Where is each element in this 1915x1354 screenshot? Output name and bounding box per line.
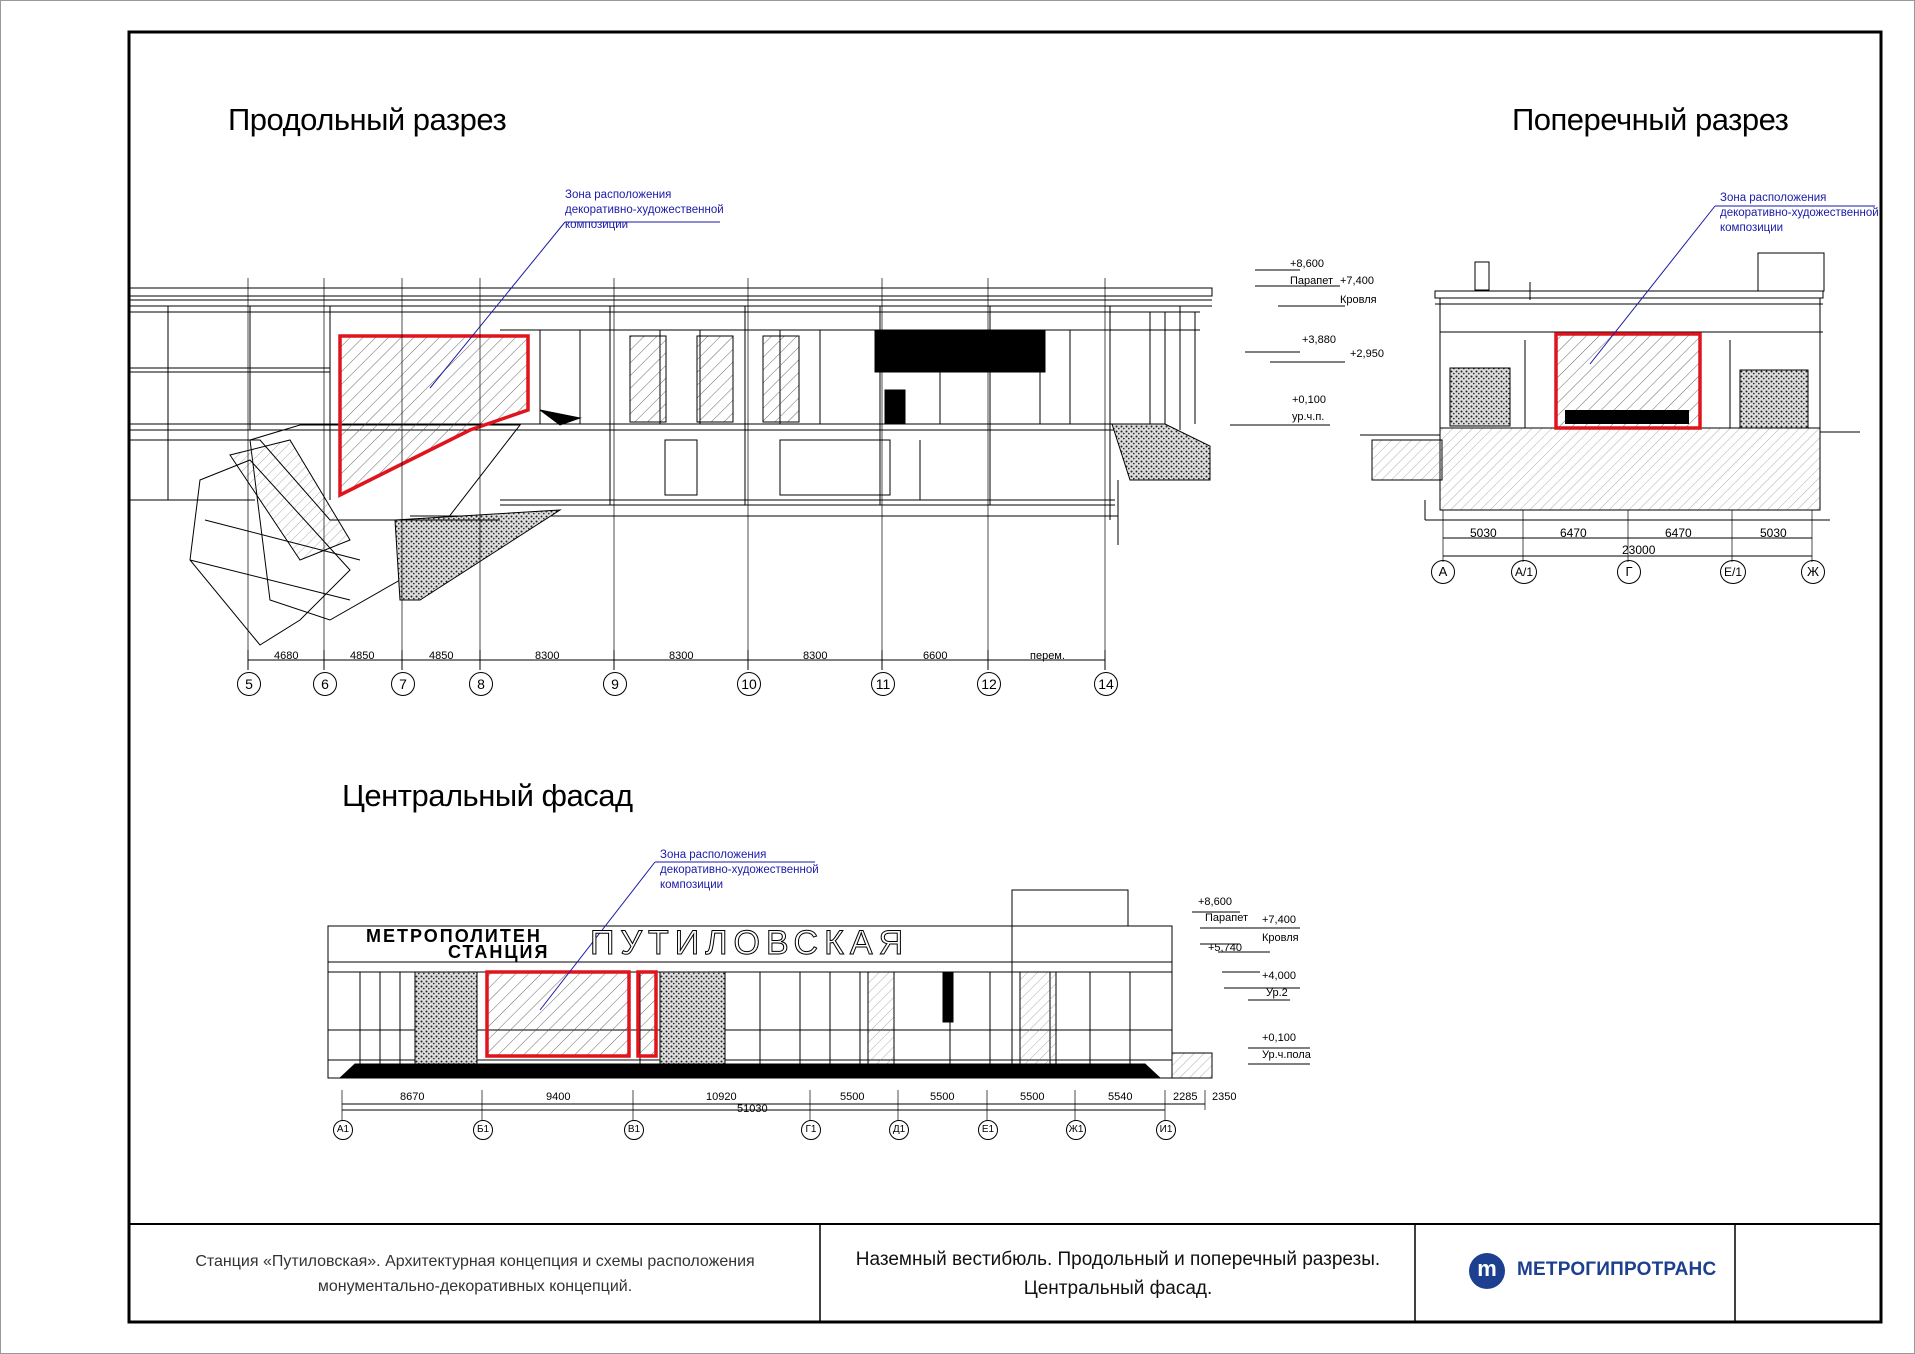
long-dim-6: 8300 bbox=[803, 650, 828, 662]
axis-bubble: А/1 bbox=[1511, 560, 1537, 584]
axis-bubble: Д1 bbox=[889, 1120, 909, 1140]
long-elev-3: +7,400 bbox=[1340, 275, 1374, 287]
company-name: МЕТРОГИПРОТРАНС bbox=[1517, 1259, 1717, 1280]
long-elev-5: +3,880 bbox=[1302, 334, 1336, 346]
trans-dim-3: 6470 bbox=[1665, 526, 1692, 540]
fac-elev-6: +4,000 bbox=[1262, 970, 1296, 982]
longitudinal-elevation-marks bbox=[1230, 270, 1345, 425]
fac-dim-6: 5500 bbox=[1020, 1091, 1045, 1103]
longitudinal-section-title: Продольный разрез bbox=[228, 102, 507, 137]
axis-bubble: 9 bbox=[603, 672, 627, 696]
axis-bubble: Е1 bbox=[978, 1120, 998, 1140]
axis-bubble: 12 bbox=[977, 672, 1001, 696]
axis-bubble: И1 bbox=[1156, 1120, 1176, 1140]
facade-sign-name: ПУТИЛОВСКАЯ bbox=[590, 924, 910, 962]
fac-dim-8: 2285 bbox=[1173, 1091, 1198, 1103]
fac-elev-3: +7,400 bbox=[1262, 914, 1296, 926]
long-dim-5: 8300 bbox=[669, 650, 694, 662]
long-dim-1: 4680 bbox=[274, 650, 299, 662]
axis-bubble: Г1 bbox=[801, 1120, 821, 1140]
axis-bubble: Г bbox=[1617, 560, 1641, 584]
long-dim-2: 4850 bbox=[350, 650, 375, 662]
fac-dim-7: 5540 bbox=[1108, 1091, 1133, 1103]
fac-dim-9: 2350 bbox=[1212, 1091, 1237, 1103]
title-block-description bbox=[131, 1226, 819, 1321]
long-dim-8: перем. bbox=[1030, 650, 1065, 662]
axis-bubble: 8 bbox=[469, 672, 493, 696]
fac-dim-4: 5500 bbox=[840, 1091, 865, 1103]
axis-bubble: Б1 bbox=[473, 1120, 493, 1140]
fac-elev-8: +0,100 bbox=[1262, 1032, 1296, 1044]
fac-total: 51030 bbox=[737, 1103, 768, 1115]
axis-bubble: 10 bbox=[737, 672, 761, 696]
facade-drawing bbox=[328, 890, 1212, 1078]
decor-zone-transverse bbox=[1556, 334, 1700, 428]
fac-elev-7: Ур.2 bbox=[1266, 987, 1288, 999]
description-line-2: монументально-декоративных концепций. bbox=[317, 1277, 633, 1295]
trans-dim-4: 5030 bbox=[1760, 526, 1787, 540]
trans-total: 23000 bbox=[1622, 543, 1656, 557]
fac-elev-4: Кровля bbox=[1262, 932, 1299, 944]
facade-title: Центральный фасад bbox=[342, 778, 633, 813]
axis-bubble: А bbox=[1431, 560, 1455, 584]
axis-bubble: А1 bbox=[333, 1120, 353, 1140]
long-elev-2: Парапет bbox=[1290, 275, 1334, 287]
long-elev-1: +8,600 bbox=[1290, 258, 1324, 270]
logo-letter: m bbox=[1477, 1256, 1497, 1281]
fac-elev-9: Ур.ч.пола bbox=[1262, 1049, 1311, 1061]
transverse-section-title: Поперечный разрез bbox=[1512, 102, 1789, 137]
decor-zone-longitudinal bbox=[340, 336, 528, 495]
axis-bubble: 7 bbox=[391, 672, 415, 696]
axis-bubble: Ж1 bbox=[1066, 1120, 1086, 1140]
axis-bubble: 6 bbox=[313, 672, 337, 696]
description-line-1: Станция «Путиловская». Архитектурная концепция и схемы расположения bbox=[195, 1252, 755, 1270]
title-block-sheet-title bbox=[822, 1226, 1414, 1321]
zone-note-facade: Зона расположения декоративно-художественной композиции bbox=[660, 849, 819, 891]
long-dim-4: 8300 bbox=[535, 650, 560, 662]
long-elev-6: +2,950 bbox=[1350, 348, 1384, 360]
trans-dim-1: 5030 bbox=[1470, 526, 1497, 540]
axis-bubble: В1 bbox=[624, 1120, 644, 1140]
long-elev-7: +0,100 bbox=[1292, 394, 1326, 406]
long-dim-3: 4850 bbox=[429, 650, 454, 662]
axis-bubble: Е/1 bbox=[1720, 560, 1746, 584]
zone-note-transverse: Зона расположения декоративно-художественной композиции bbox=[1720, 192, 1879, 234]
sheet-title-line-2: Центральный фасад. bbox=[1023, 1277, 1213, 1299]
axis-bubble: Ж bbox=[1801, 560, 1825, 584]
trans-dim-2: 6470 bbox=[1560, 526, 1587, 540]
long-elev-4: Кровля bbox=[1340, 294, 1377, 306]
longitudinal-section-drawing bbox=[130, 288, 1212, 645]
fac-dim-3: 10920 bbox=[706, 1091, 737, 1103]
zone-note-longitudinal: Зона расположения декоративно-художественной композиции bbox=[565, 189, 724, 231]
axis-bubble: 14 bbox=[1094, 672, 1118, 696]
fac-elev-2: Парапет bbox=[1205, 912, 1249, 924]
axis-bubble: 11 bbox=[871, 672, 895, 696]
axis-bubble: 5 bbox=[237, 672, 261, 696]
fac-dim-2: 9400 bbox=[546, 1091, 571, 1103]
long-elev-8: ур.ч.п. bbox=[1292, 411, 1325, 423]
fac-dim-1: 8670 bbox=[400, 1091, 425, 1103]
fac-elev-5: +5,740 bbox=[1208, 942, 1242, 954]
outer-border bbox=[1, 1, 1915, 1354]
facade-sign-metro: МЕТРОПОЛИТЕН bbox=[366, 926, 542, 946]
fac-elev-1: +8,600 bbox=[1198, 896, 1232, 908]
decor-zone-facade bbox=[487, 972, 656, 1056]
facade-dimensions bbox=[342, 1090, 1205, 1120]
long-dim-7: 6600 bbox=[923, 650, 948, 662]
facade-sign-station: СТАНЦИЯ bbox=[448, 942, 550, 962]
sheet-title-line-1: Наземный вестибюль. Продольный и поперечный разрезы. bbox=[855, 1248, 1381, 1270]
fac-dim-5: 5500 bbox=[930, 1091, 955, 1103]
